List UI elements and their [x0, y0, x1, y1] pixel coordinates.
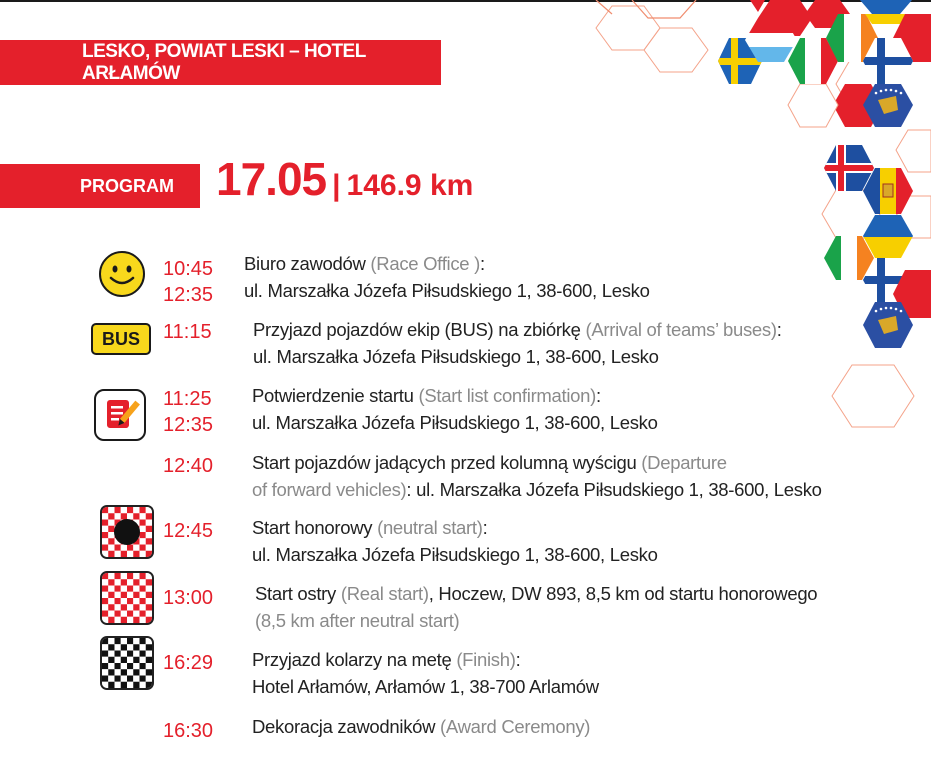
- schedule-time: 16:30: [163, 720, 214, 742]
- description-pl: Przyjazd pojazdów ekip (BUS) na zbiórkę: [253, 319, 581, 340]
- description-en: (Race Office ): [370, 253, 480, 274]
- schedule-time: 11:15: [163, 321, 212, 343]
- stage-date: 17.05: [216, 153, 327, 205]
- bus-icon-label: BUS: [101, 328, 140, 349]
- stage-headline: [216, 152, 473, 206]
- description-en: (Real start): [340, 583, 429, 604]
- description-en-continued: (8,5 km after neutral start): [255, 610, 460, 631]
- neutral-start-flag-icon: [100, 505, 154, 559]
- schedule-description: [244, 250, 650, 304]
- headline-separator: |: [332, 169, 341, 202]
- program-label: PROGRAM: [80, 175, 174, 196]
- schedule-time: 12:35: [163, 284, 214, 306]
- description-pl: Start ostry: [255, 583, 336, 604]
- schedule-time: 13:00: [163, 587, 214, 609]
- description-pl: Biuro zawodów: [244, 253, 366, 274]
- description-suffix: :: [596, 385, 601, 406]
- program-banner: [0, 164, 200, 208]
- clipboard-pen-icon: [92, 387, 148, 448]
- description-pl: Start honorowy: [252, 517, 373, 538]
- description-en: (neutral start): [377, 517, 483, 538]
- schedule-time: 12:45: [163, 520, 214, 542]
- schedule-time: 12:40: [163, 455, 214, 477]
- description-suffix: :: [479, 253, 485, 274]
- description-en: (Start list confirmation): [418, 385, 597, 406]
- smiley-icon: [98, 250, 146, 303]
- location-banner: [0, 40, 441, 85]
- description-en: (Departure: [641, 452, 727, 473]
- address: ul. Marszałka Józefa Piłsudskiego 1, 38-600, Lesko: [253, 346, 659, 367]
- description-suffix: , Hoczew, DW 893, 8,5 km od startu honorowego: [428, 583, 818, 604]
- description-suffix: :: [482, 517, 488, 538]
- schedule-time: 11:25: [163, 388, 212, 410]
- address: ul. Marszałka Józefa Piłsudskiego 1, 38-600, Lesko: [244, 280, 650, 301]
- finish-flag-icon: [100, 636, 154, 690]
- schedule-time: 12:35: [163, 414, 214, 436]
- schedule-description: [252, 449, 822, 503]
- description-en-continued: of forward vehicles): [252, 479, 407, 500]
- schedule-description: [255, 580, 817, 634]
- schedule-time: 16:29: [163, 652, 214, 674]
- description-en: (Award Ceremony): [440, 716, 591, 737]
- description-pl: Start pojazdów jadących przed kolumną wyścigu: [252, 452, 637, 473]
- schedule-description: [252, 713, 590, 740]
- location-title: LESKO, POWIAT LESKI – HOTEL ARŁAMÓW: [82, 40, 366, 84]
- address: : ul. Marszałka Józefa Piłsudskiego 1, 38-600, Lesko: [406, 479, 822, 500]
- description-pl: Potwierdzenie startu: [252, 385, 414, 406]
- start-flag-icon: [100, 571, 154, 625]
- schedule-description: [253, 316, 782, 370]
- description-pl: Przyjazd kolarzy na metę: [252, 649, 452, 670]
- description-suffix: :: [515, 649, 521, 670]
- schedule-description: [252, 514, 658, 568]
- schedule-description: [252, 646, 599, 700]
- description-pl: Dekoracja zawodników: [252, 716, 436, 737]
- description-suffix: :: [776, 319, 782, 340]
- address: ul. Marszałka Józefa Piłsudskiego 1, 38-600, Lesko: [252, 412, 658, 433]
- address: ul. Marszałka Józefa Piłsudskiego 1, 38-600, Lesko: [252, 544, 658, 565]
- bus-icon: [91, 323, 151, 355]
- stage-distance: 146.9 km: [346, 169, 474, 202]
- description-en: (Arrival of teams’ buses): [585, 319, 777, 340]
- description-en: (Finish): [456, 649, 516, 670]
- schedule-time: 10:45: [163, 258, 214, 280]
- address: Hotel Arłamów, Arłamów 1, 38-700 Arlamów: [252, 676, 599, 697]
- schedule-description: [252, 382, 658, 436]
